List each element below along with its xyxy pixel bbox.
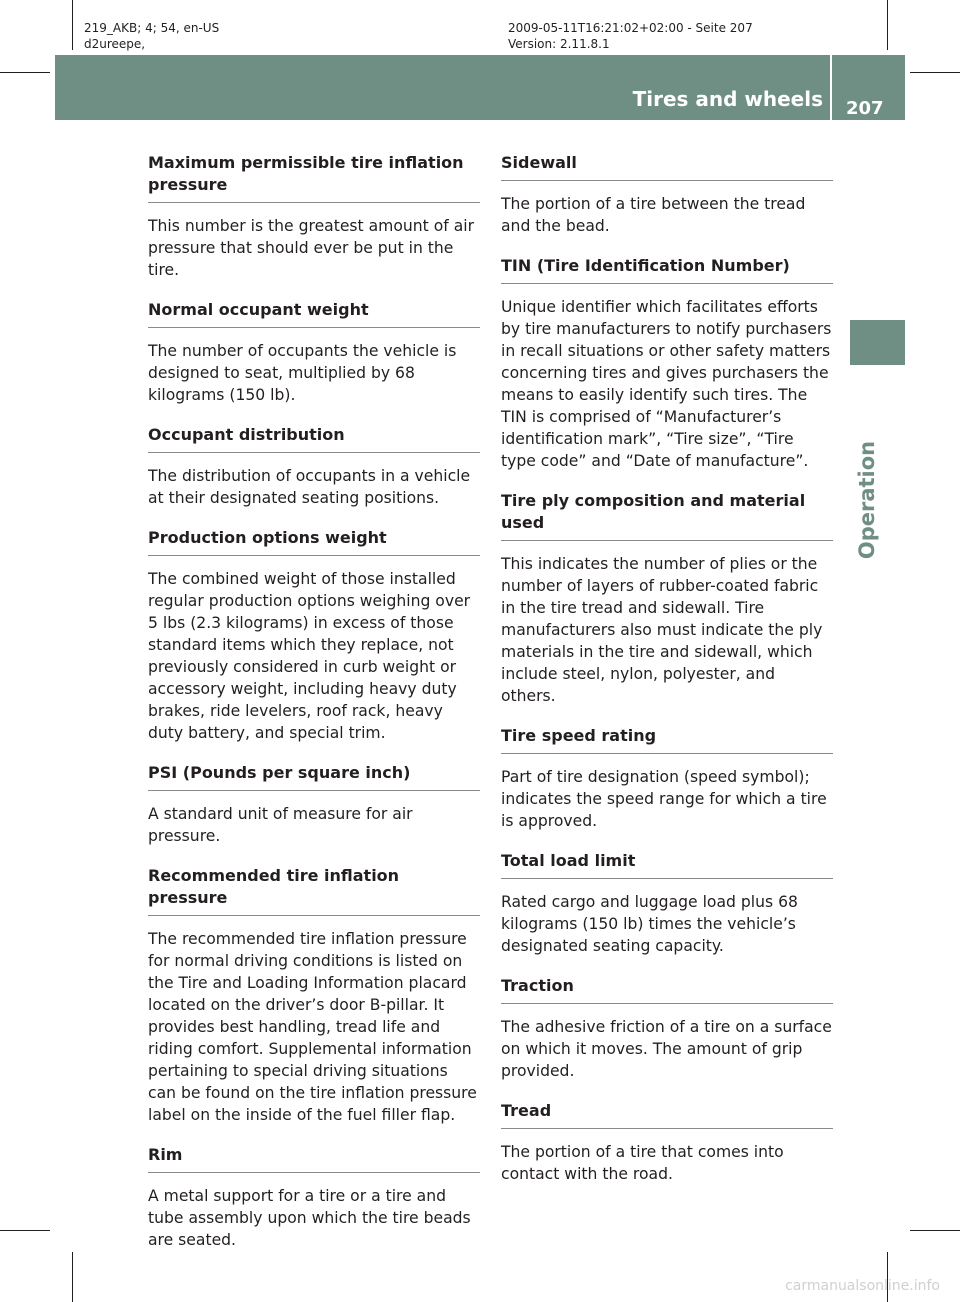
glossary-entry (501, 975, 833, 1082)
glossary-term: Tread (501, 1100, 833, 1129)
glossary-definition: A metal support for a tire or a tire and tube assembly upon which the tire beads are seated. (148, 1187, 471, 1249)
glossary-term: Recommended tire inflation pressure (148, 865, 480, 916)
glossary-term: Production options weight (148, 527, 480, 556)
glossary-definition: The adhesive friction of a tire on a surface on which it moves. The amount of grip provided. (501, 1018, 832, 1080)
glossary-definition: The distribution of occupants in a vehicle at their designated seating positions. (148, 467, 471, 507)
print-meta-right (508, 20, 753, 52)
crop-mark (887, 1252, 888, 1302)
watermark: carmanualsonline.info (785, 1278, 940, 1294)
crop-mark (0, 72, 50, 73)
glossary-entry (148, 424, 480, 509)
glossary-definition: The combined weight of those installed regular production options weighing over 5 lbs (2.3 kilograms) in excess of those standard items which they replace, not previously considered in curb weight or accessory weight, including heavy duty brakes, ride levelers, roof rack, heavy duty battery, and special trim. (148, 570, 471, 742)
print-meta-left (84, 20, 219, 52)
glossary-term: Occupant distribution (148, 424, 480, 453)
glossary-entry (148, 762, 480, 847)
crop-mark (0, 1230, 50, 1231)
glossary-definition: The portion of a tire between the tread and the bead. (501, 195, 806, 235)
glossary-definition: Part of tire designation (speed symbol); indicates the speed range for which a tire is approved. (501, 768, 827, 830)
glossary-definition: This indicates the number of plies or the number of layers of rubber-coated fabric in the tire tread and sidewall. Tire manufacturers also must indicate the ply materials in the tire and sidewall, which include steel, nylon, polyester, and others. (501, 555, 823, 705)
glossary-entry (148, 865, 480, 1126)
glossary-term: Normal occupant weight (148, 299, 480, 328)
meta-author: d2ureepe, (84, 37, 146, 51)
crop-mark (72, 1252, 73, 1302)
crop-mark (910, 72, 960, 73)
glossary-term: TIN (Tire Identification Number) (501, 255, 833, 284)
glossary-entry (501, 725, 833, 832)
glossary-term: Total load limit (501, 850, 833, 879)
crop-mark (72, 0, 73, 50)
glossary-definition: Rated cargo and luggage load plus 68 kilograms (150 lb) times the vehicle’s designated seating capacity. (501, 893, 798, 955)
glossary-entry (148, 527, 480, 744)
glossary-definition: Unique identifier which facilitates efforts by tire manufacturers to notify purchasers in recall situations or other safety matters concerning tires and gives purchasers the means to easily identify such tires. The TIN is comprised of “Manufacturer’s identification mark”, “Tire size”, “Tire type code” and “Date of manufacture”. (501, 298, 832, 470)
glossary-definition: A standard unit of measure for air pressure. (148, 805, 413, 845)
glossary-term: Tire ply composition and material used (501, 490, 833, 541)
glossary-definition: The portion of a tire that comes into contact with the road. (501, 1143, 784, 1183)
glossary-entry (148, 152, 480, 281)
left-column (148, 152, 480, 1269)
glossary-entry (501, 1100, 833, 1185)
meta-version: Version: 2.11.8.1 (508, 37, 610, 51)
side-tab-block (850, 320, 905, 365)
meta-doc-id: 219_AKB; 4; 54, en-US (84, 21, 220, 35)
page-number: 207 (846, 98, 884, 119)
crop-mark (910, 1230, 960, 1231)
glossary-entry (148, 299, 480, 406)
glossary-entry (501, 152, 833, 237)
header-separator (830, 55, 832, 120)
glossary-term: Rim (148, 1144, 480, 1173)
glossary-entry (501, 490, 833, 707)
glossary-term: Tire speed rating (501, 725, 833, 754)
glossary-entry (501, 255, 833, 472)
glossary-definition: The recommended tire inflation pressure for normal driving conditions is listed on the Tire and Loading Information placard located on the driver’s door B-pillar. It provides best handling, tread life and riding comfort. Supplemental information pertaining to special driving situations can be found on the tire inflation pressure label on the inside of the fuel filler flap. (148, 930, 477, 1124)
glossary-definition: The number of occupants the vehicle is designed to seat, multiplied by 68 kilograms (150 lb). (148, 342, 457, 404)
side-tab-label: Operation (855, 440, 879, 560)
glossary-entry (148, 1144, 480, 1251)
crop-mark (887, 0, 888, 50)
section-title: Tires and wheels (632, 87, 823, 111)
meta-timestamp: 2009-05-11T16:21:02+02:00 - Seite 207 (508, 21, 753, 35)
glossary-term: Traction (501, 975, 833, 1004)
glossary-term: Sidewall (501, 152, 833, 181)
glossary-term: Maximum permissible tire inflation pressure (148, 152, 480, 203)
glossary-term: PSI (Pounds per square inch) (148, 762, 480, 791)
glossary-entry (501, 850, 833, 957)
right-column (501, 152, 833, 1203)
glossary-definition: This number is the greatest amount of air pressure that should ever be put in the tire. (148, 217, 475, 279)
